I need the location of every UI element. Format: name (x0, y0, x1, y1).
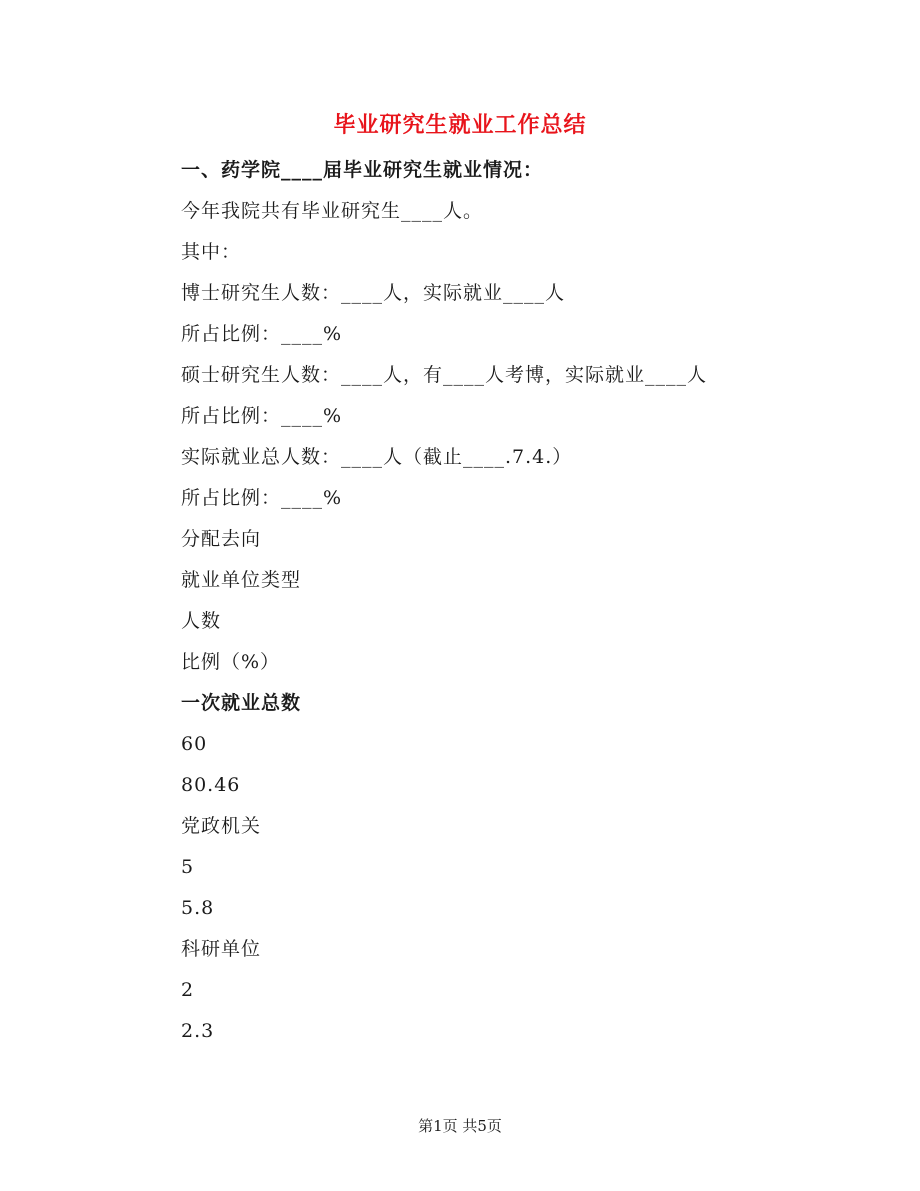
body-text-line: 硕士研究生人数：____人，有____人考博，实际就业____人 (181, 364, 708, 386)
body-text-line: 比例（%） (181, 651, 281, 673)
body-text-line: 今年我院共有毕业研究生____人。 (181, 200, 484, 222)
body-text-line: 所占比例：____% (181, 323, 343, 345)
number-line: 60 (181, 733, 208, 755)
number-line: 2.3 (181, 1020, 215, 1042)
body-text-line: 所占比例：____% (181, 487, 343, 509)
number-line: 80.46 (181, 774, 241, 796)
number-line: 5 (181, 856, 195, 878)
body-text-line: 人数 (181, 610, 222, 632)
body-text-line: 就业单位类型 (181, 569, 302, 591)
section-heading: 一、药学院____届毕业研究生就业情况： (181, 159, 544, 181)
number-line: 5.8 (181, 897, 215, 919)
body-text-line: 所占比例：____% (181, 405, 343, 427)
page-footer: 第1页 共5页 (418, 1117, 502, 1135)
body-text-line: 其中： (181, 241, 242, 263)
body-text-line: 科研单位 (181, 938, 262, 960)
body-text-line: 党政机关 (181, 815, 262, 837)
document-title: 毕业研究生就业工作总结 (333, 113, 587, 138)
document-body (181, 150, 781, 1052)
bold-text-line: 一次就业总数 (181, 692, 302, 714)
body-text-line: 实际就业总人数：____人（截止____.7.4.） (181, 446, 573, 468)
body-text-line: 博士研究生人数：____人，实际就业____人 (181, 282, 566, 304)
body-text-line: 分配去向 (181, 528, 262, 550)
number-line: 2 (181, 979, 195, 1001)
